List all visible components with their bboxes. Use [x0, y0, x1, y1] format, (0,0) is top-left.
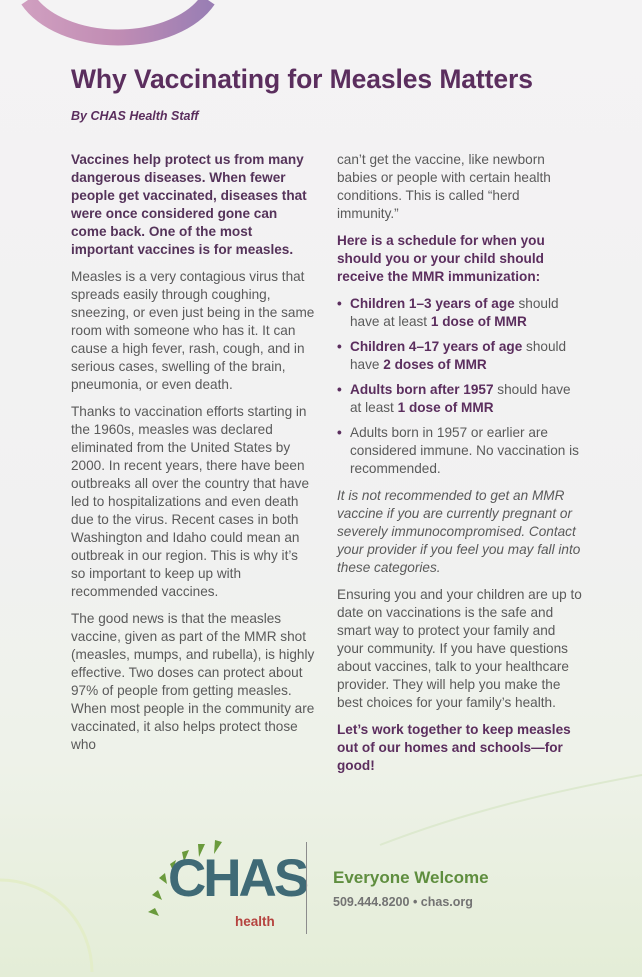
article-title: Why Vaccinating for Measles Matters: [71, 64, 533, 94]
closing-statement: Let’s work together to keep measles out of our homes and schools—for good!: [337, 722, 571, 773]
list-item: • Adults born in 1957 or earlier are considered immune. No vaccination is recommended.: [337, 424, 582, 478]
byline: By CHAS Health Staff: [71, 109, 199, 123]
schedule-dose: 1 dose of MMR: [430, 314, 527, 329]
body-paragraph: can’t get the vaccine, like newborn babies or people with certain health conditions. This is called “herd immunity.”: [337, 152, 551, 221]
logo-wordmark: CHAS: [168, 849, 307, 908]
schedule-group: Children 1–3 years of age: [350, 296, 515, 311]
schedule-dose: 1 dose of MMR: [397, 400, 494, 415]
list-item: • Children 4–17 years of age should have 2 doses of MMR: [337, 338, 582, 374]
list-item: • Adults born after 1957 should have at least 1 dose of MMR: [337, 381, 582, 417]
schedule-dose: 2 doses of MMR: [383, 357, 487, 372]
list-item: • Children 1–3 years of age should have at least 1 dose of MMR: [337, 295, 582, 331]
schedule-group: Children 4–17 years of age: [350, 339, 523, 354]
body-paragraph: Measles is a very contagious virus that spreads easily through coughing, sneezing, or even just being in the same room with someone who has it. It can cause a high fever, rash, cough, and in serious cases, swelling of the brain, pneumonia, or even death.: [71, 269, 315, 392]
body-paragraph: The good news is that the measles vaccine, given as part of the MMR shot (measles, mumps, and rubella), is highly effective. Two doses can protect about 97% of people from getting measles. When most people in the community are vaccinated, it also helps protect those who: [71, 611, 315, 752]
schedule-list: [337, 295, 582, 478]
article-column-left: [71, 151, 315, 763]
tagline: Everyone Welcome: [333, 868, 489, 887]
body-paragraph: Thanks to vaccination efforts starting in the 1960s, measles was declared eliminated from the United States by 2000. In recent years, there have been outbreaks all over the country that have led to hospitalizations and even death due to the virus. Recent cases in both Washington and Idaho could mean an outbreak in our region. This is why it’s so important to keep up with recommended vaccines.: [71, 404, 310, 599]
advisory-note: It is not recommended to get an MMR vaccine if you are currently pregnant or severely immunocompromised. Contact your provider if you feel you may fall into these categories.: [337, 488, 581, 575]
intro-paragraph: Vaccines help protect us from many dangerous diseases. When fewer people get vaccinated, diseases that were once considered gone can come back. One of the most important vaccines is for measles.: [71, 152, 307, 257]
schedule-heading: Here is a schedule for when you should you or your child should receive the MMR immunization:: [337, 233, 545, 284]
schedule-group: Adults born after 1957: [350, 382, 494, 397]
article-column-right: [337, 151, 582, 784]
logo-subtext: health: [235, 914, 275, 929]
contact-info: 509.444.8200 • chas.org: [333, 895, 473, 909]
footer-divider: [306, 842, 307, 934]
body-paragraph: Ensuring you and your children are up to date on vaccinations is the safe and smart way to protect your family and your community. If you have questions about vaccines, talk to your healthcare provider. They will help you make the best choices for your family’s health.: [337, 587, 582, 710]
